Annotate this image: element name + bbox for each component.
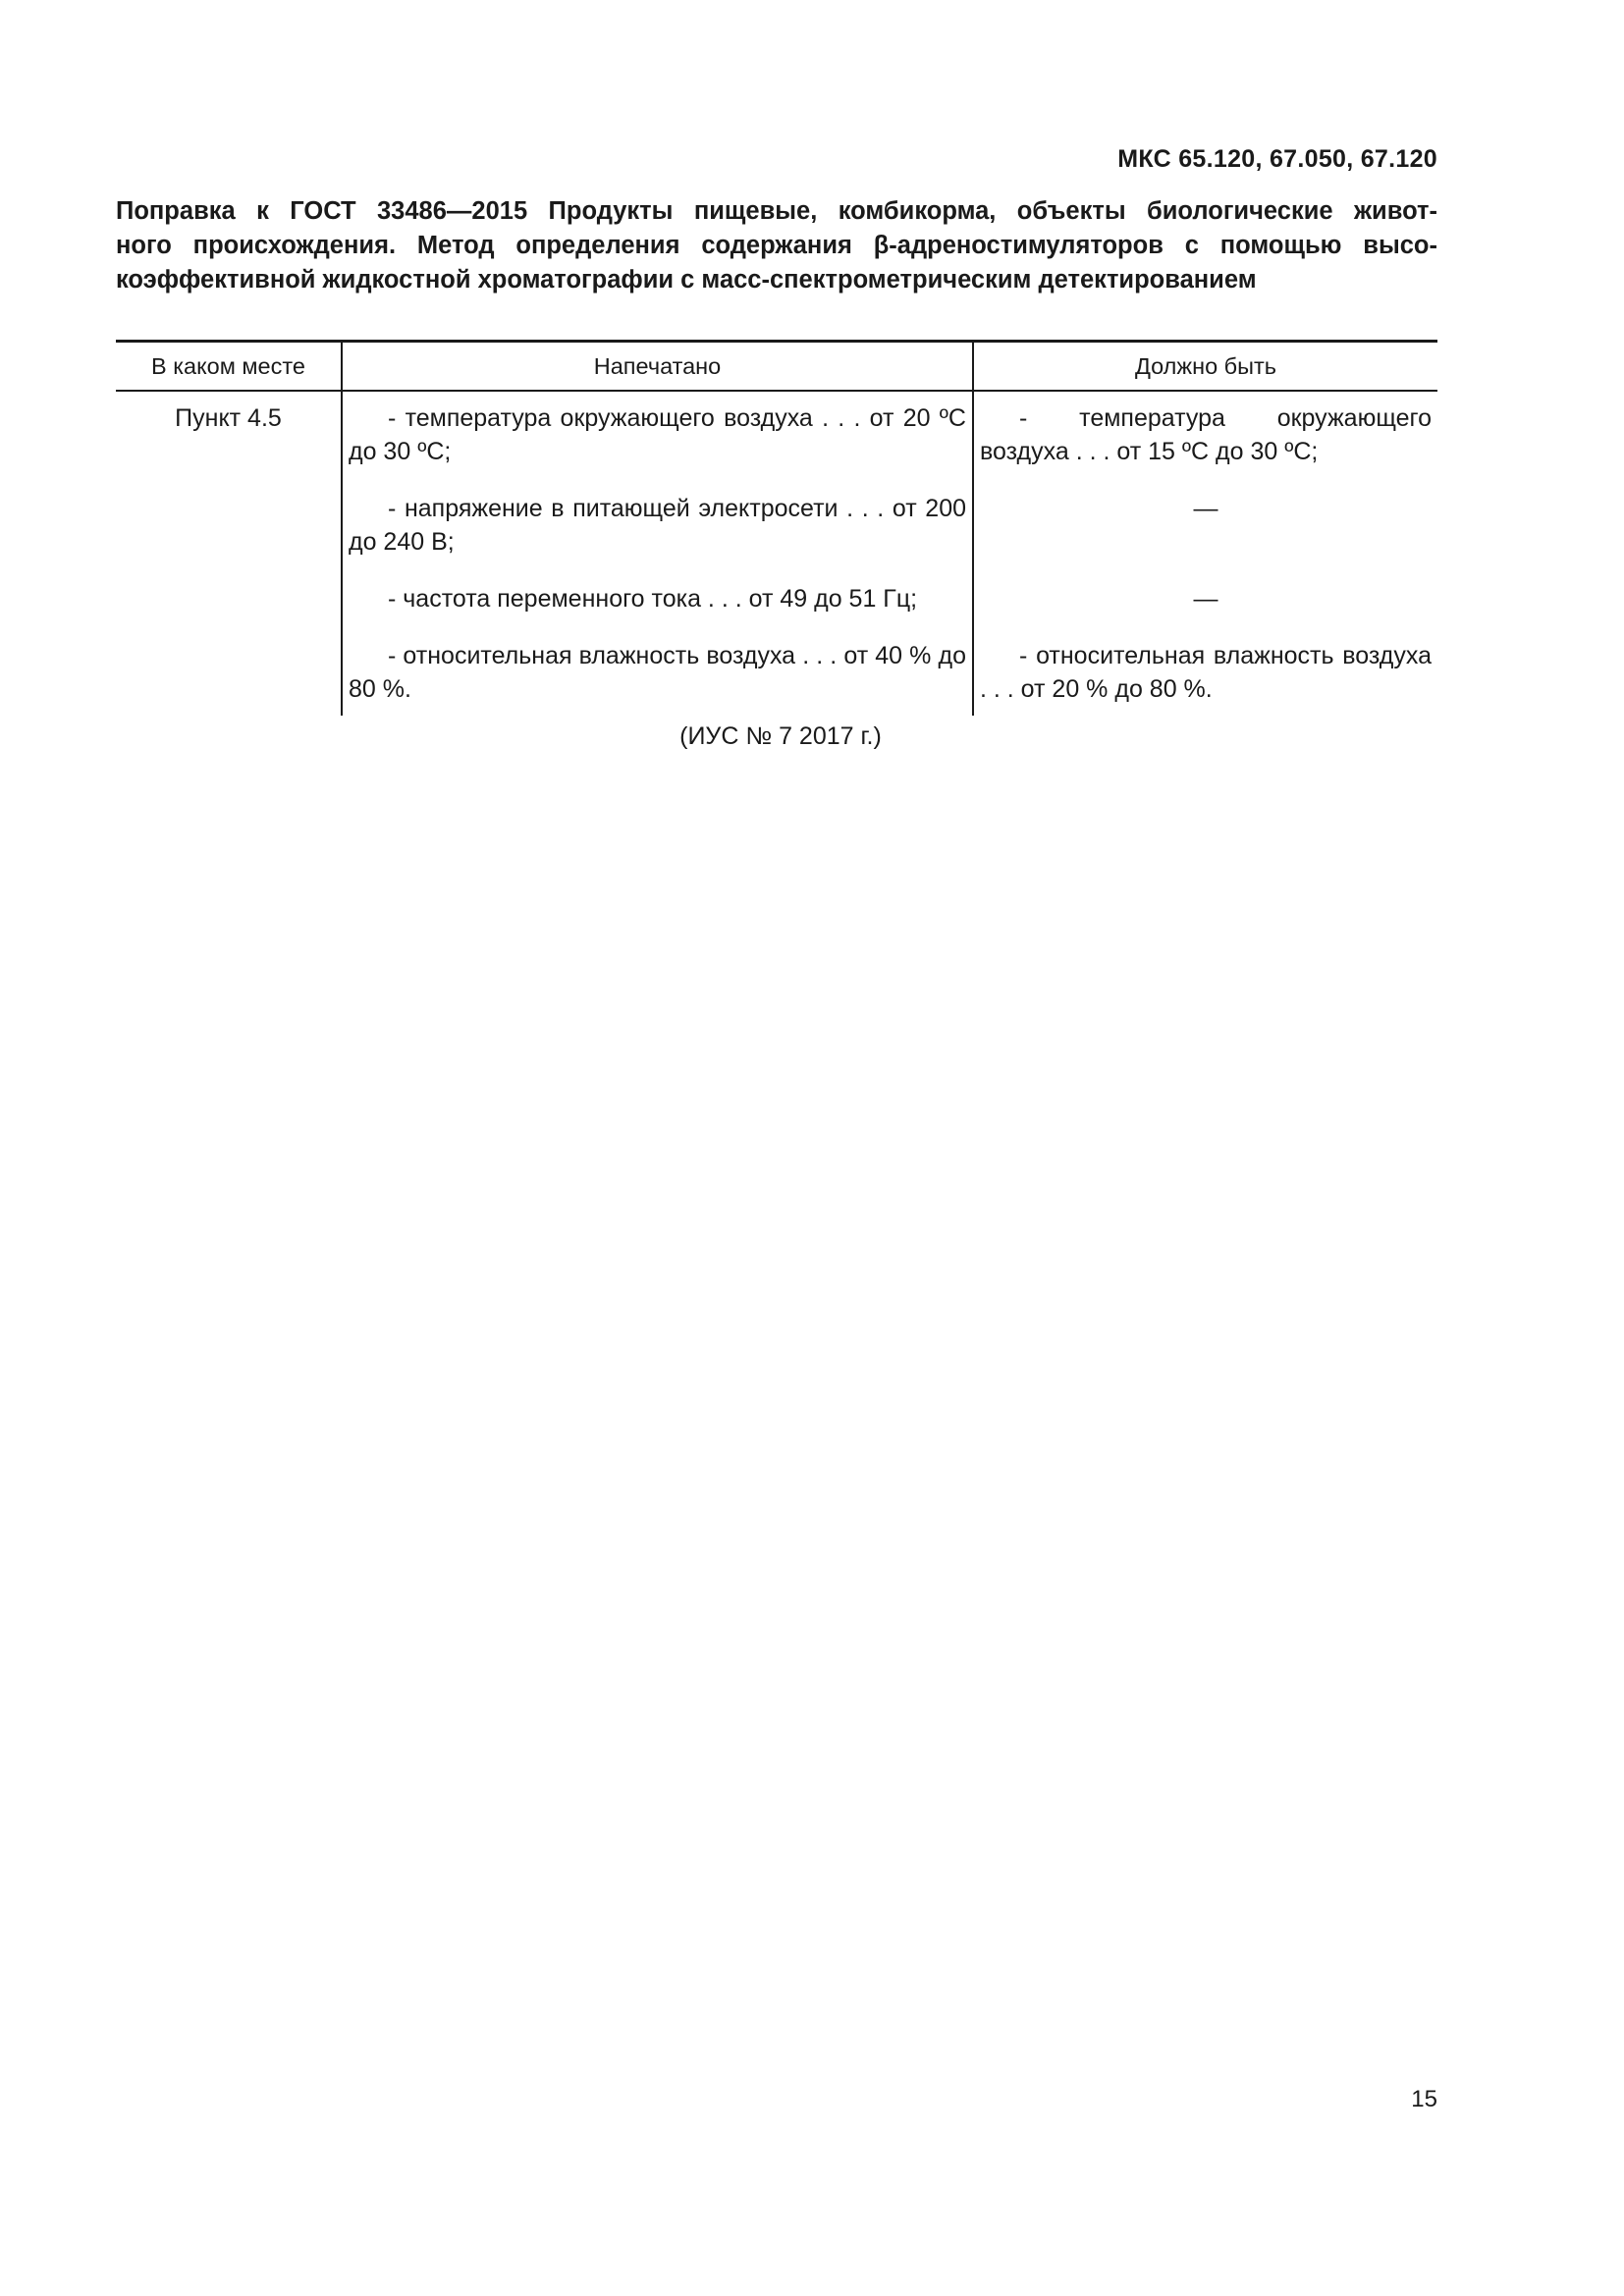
document-title (116, 194, 1437, 297)
printed-item-voltage: - напряжение в питающей электросети . . . от 200 до 240 В; (349, 495, 966, 556)
ius-reference: (ИУС № 7 2017 г.) (679, 722, 882, 750)
title-line: коэффективной жидкостной хроматографии с масс-спектрометрическим детектированием (116, 266, 1257, 294)
should-be-cell (973, 391, 1437, 716)
table-header-row (116, 342, 1437, 392)
correction-table (116, 340, 1437, 716)
should-item-frequency: — (1193, 585, 1218, 613)
title-line: Поправка к ГОСТ 33486—2015 Продукты пищевые, комбикорма, объекты биологические живот- (116, 197, 1437, 225)
printed-item-frequency: - частота переменного тока . . . от 49 до 51 Гц; (388, 585, 918, 613)
header-place: В каком месте (116, 342, 342, 392)
printed-item-humidity: - относительная влажность воздуха . . . от 40 % до 80 %. (349, 642, 966, 703)
table-row (116, 391, 1437, 716)
should-item-voltage: — (1193, 495, 1218, 522)
printed-cell (342, 391, 973, 716)
header-printed: Напечатано (342, 342, 973, 392)
should-item-humidity: - относительная влажность воздуха . . . от 20 % до 80 %. (980, 642, 1432, 703)
mks-code: МКС 65.120, 67.050, 67.120 (1117, 145, 1437, 173)
header-should-be: Должно быть (973, 342, 1437, 392)
title-line: ного происхождения. Метод определения содержания β-адреностимуляторов с помощью высо- (116, 232, 1437, 259)
place-cell: Пункт 4.5 (175, 404, 282, 432)
should-item-temperature: - температура окружающего воздуха . . . от 15 ºС до 30 ºС; (980, 404, 1432, 465)
printed-item-temperature: - температура окружающего воздуха . . . от 20 ºС до 30 ºС; (349, 404, 966, 465)
page-number: 15 (1411, 2086, 1437, 2112)
